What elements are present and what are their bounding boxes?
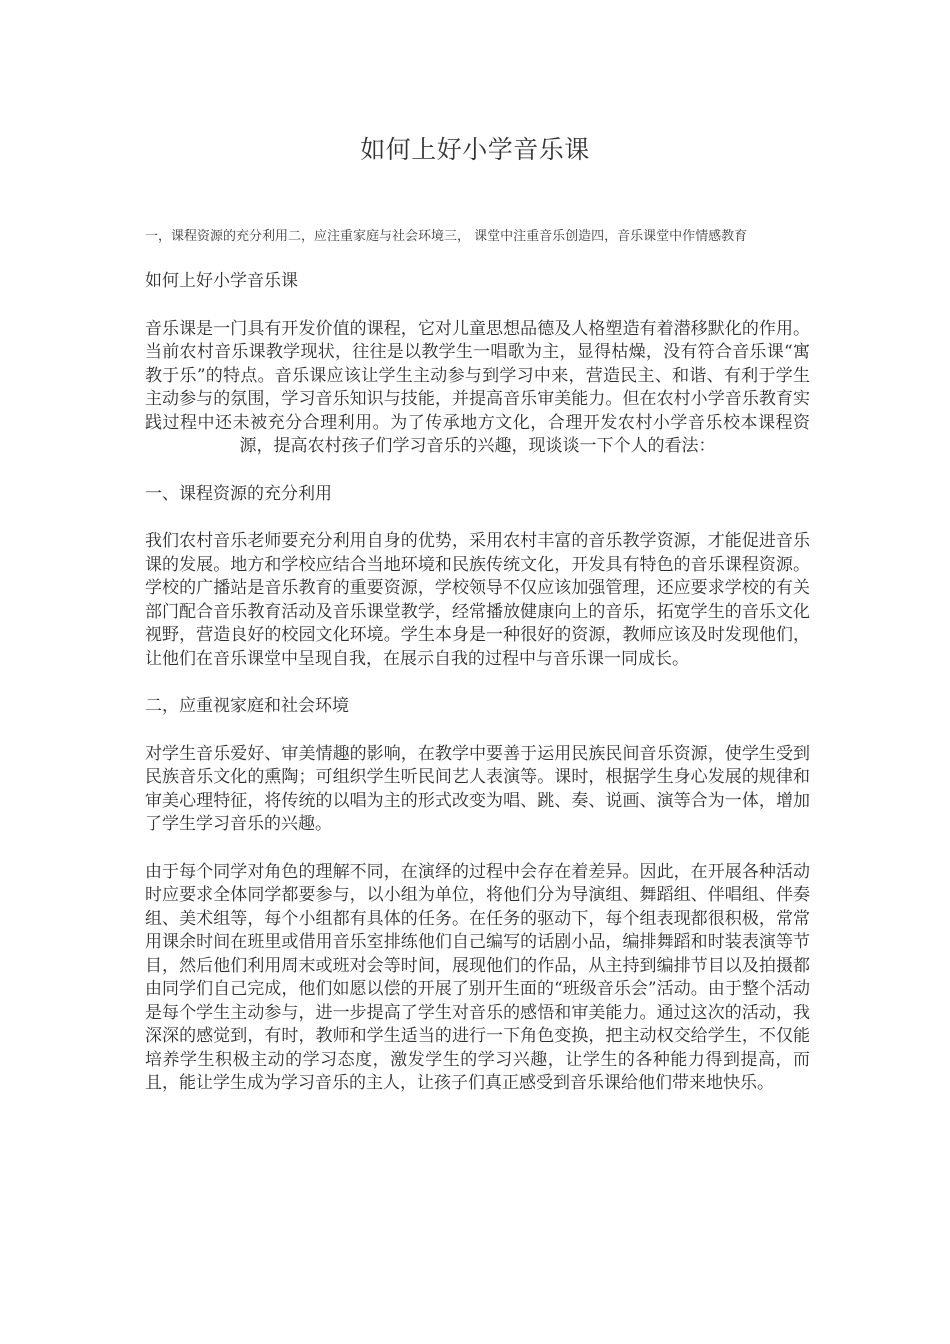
- document-abstract: 一，课程资源的充分利用二，应注重家庭与社会环境三， 课堂中注重音乐创造四，音乐课堂中作情感教育: [145, 229, 748, 244]
- document-subtitle: 如何上好小学音乐课: [145, 271, 298, 291]
- section-2-heading: 二，应重视家庭和社会环境: [145, 696, 349, 716]
- section-2-paragraph-2: 由于每个同学对角色的理解不同，在演绎的过程中会存在着差异。因此，在开展各种活动时应要求全体同学都要参与，以小组为单位，将他们分为导演组、舞蹈组、伴唱组、伴奏组、美术组等，每个小组都有具体的任务。在任务的驱动下，每个组表现都很积极，常常用课余时间在班里或借用音乐室排练他们自己编写的话剧小品，编排舞蹈和时装表演等节目，然后他们利用周末或班对会等时间，展现他们的作品，从主持到编排节目以及拍摄都由同学们自己完成，他们如愿以偿的开展了别开生面的“班级音乐会”活动。由于整个活动是每个学生主动参与，进一步提高了学生对音乐的感悟和审美能力。通过这次的活动，我深深的感觉到，有时，教师和学生适当的进行一下角色变换，把主动权交给学生，不仅能培养学生积极主动的学习态度，激发学生的学习兴趣，让学生的各种能力得到提高，而且，能让学生成为学习音乐的主人，让孩子们真正感受到音乐课给他们带来地快乐。: [145, 861, 810, 1093]
- section-1-heading: 一、课程资源的充分利用: [145, 483, 332, 504]
- section-1-paragraph: 我们农村音乐老师要充分利用自身的优势，采用农村丰富的音乐教学资源，才能促进音乐课的发展。地方和学校应结合当地环境和民族传统文化，开发具有特色的音乐课程资源。学校的广播站是音乐教育的重要资源，学校领导不仅应该加强管理，还应要求学校的有关部门配合音乐教育活动及音乐课堂教学，经常播放健康向上的音乐，拓宽学生的音乐文化视野，营造良好的校园文化环境。学生本身是一种很好的资源，教师应该及时发现他们，让他们在音乐课堂中呈现自我，在展示自我的过程中与音乐课一同成长。: [145, 531, 810, 669]
- section-2-paragraph-1: 对学生音乐爱好、审美情趣的影响，在教学中要善于运用民族民间音乐资源，使学生受到民族音乐文化的熏陶；可组织学生听民间艺人表演等。课时，根据学生身心发展的规律和审美心理特征，将传统的以唱为主的形式改变为唱、跳、奏、说画、演等合为一体，增加了学生学习音乐的兴趣。: [145, 743, 810, 834]
- document-title: 如何上好小学音乐课: [360, 135, 590, 164]
- intro-paragraph: 音乐课是一门具有开发价值的课程，它对儿童思想品德及人格塑造有着潜移默化的作用。当前农村音乐课教学现状，往往是以教学生一唱歌为主，显得枯燥，没有符合音乐课“寓教于乐”的特点。音乐课应该让学生主动参与到学习中来，营造民主、和谐、有利于学生主动参与的氛围，学习音乐知识与技能，并提高音乐审美能力。但在农村小学音乐教育实践过程中还未被充分合理利用。为了传承地方文化，合理开发农村小学音乐校本课程资源，提高农村孩子们学习音乐的兴趣，现谈谈一下个人的看法：: [145, 318, 810, 456]
- document-body: [145, 270, 810, 1120]
